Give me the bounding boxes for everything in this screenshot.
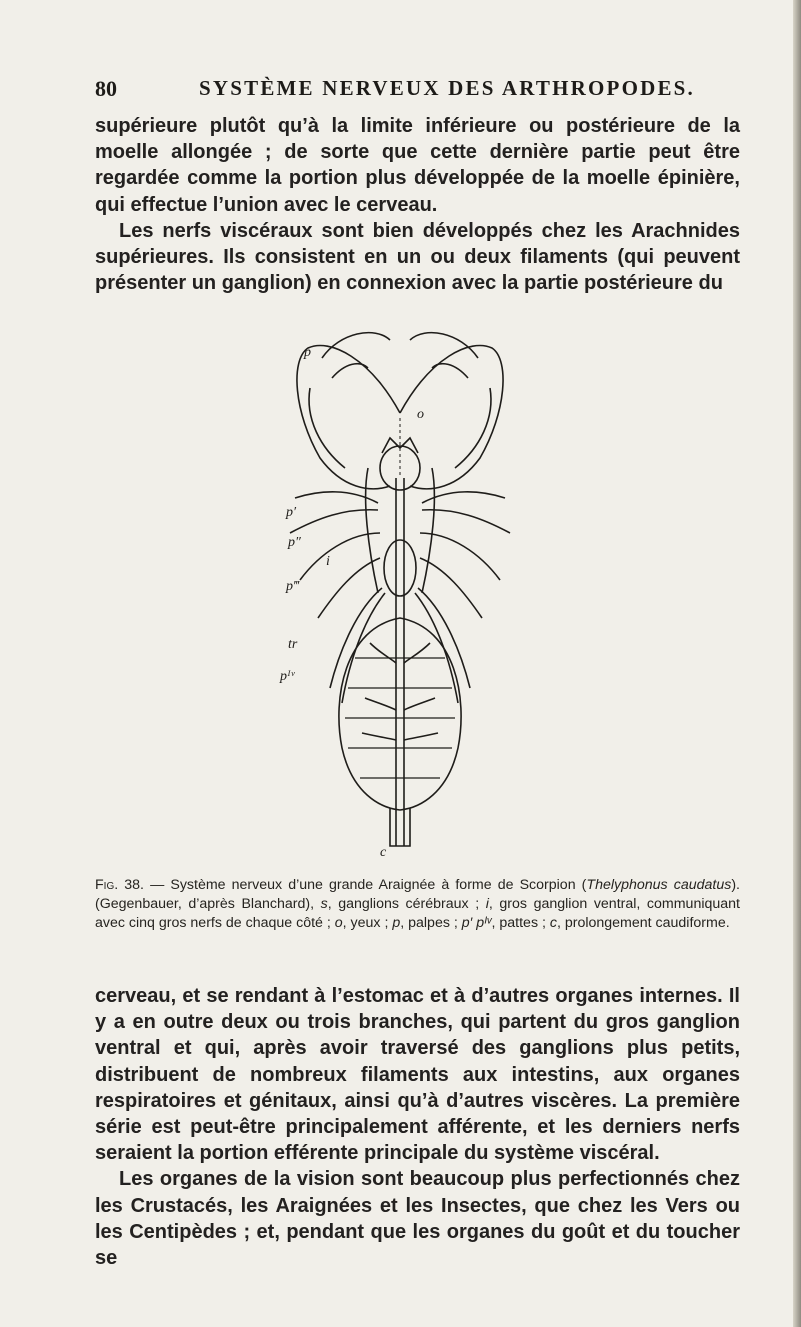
label-c: c [380, 845, 387, 860]
caption-key: p [392, 915, 401, 931]
paragraph: Les nerfs viscéraux sont bien développés chez les Arachnides supérieures. Ils consistent en un ou deux filaments (qui peuvent présenter un ganglion) en connexion avec la partie postérieure du [95, 219, 740, 295]
label-p: p [304, 345, 311, 360]
paragraph: cerveau, et se rendant à l’estomac et à d’autres organes internes. Il y a en outre deux ou trois branches, qui partent du gros ganglion ventral et qui, après avoir traversé des ganglions plus petits, distribuent de nombreux filaments aux intestins, aux organes respiratoires et génitaux, ainsi qu’à d’autres viscères. La première série est peut-être principalement afférente, et les derniers nerfs seraient la portion efférente principale du système viscéral. [95, 985, 740, 1165]
figure-number: Fig. 38. [95, 877, 144, 893]
caption-text: , prolongement caudiforme. [556, 915, 730, 931]
caption-text: Système nerveux d’une grande Araignée à forme de Scorpion ( [170, 877, 587, 893]
caption-key: i [485, 896, 489, 912]
label-p-second: p″ [288, 535, 301, 550]
label-p-prime: p′ [286, 505, 297, 520]
page-header [95, 76, 755, 106]
running-title: SYSTÈME NERVEUX DES ARTHROPODES. [199, 76, 696, 100]
label-p-iv: pᴵᵛ [280, 669, 295, 684]
caption-key: c [549, 915, 557, 931]
caption-text: , gros ganglion ventral, communiquant avec cinq gros nerfs de chaque côté ; [95, 896, 740, 931]
label-o: o [417, 407, 424, 422]
caption-key: o [334, 915, 343, 931]
caption-text: , pattes ; [491, 915, 550, 931]
caption-key: s [320, 896, 328, 912]
caption-dash: — [143, 877, 171, 893]
paragraph: supérieure plutôt qu’à la limite inférieure ou postérieure de la moelle allongée ; de sorte que cette dernière partie peut être regardée comme la portion plus développée de la moelle épinière, qui effectue l’union avec le cerveau. [95, 115, 740, 216]
label-i: i [326, 554, 330, 569]
label-tr: tr [288, 637, 298, 652]
body-text-top [95, 113, 740, 296]
caption-text: , palpes ; [400, 915, 462, 931]
caption-key: p′ pᴵᵛ [461, 915, 492, 931]
figure-nervous-system-illustration [250, 318, 550, 870]
paragraph: Les organes de la vision sont beaucoup plus perfectionnés chez les Crustacés, les Araignées et les Insectes, que chez les Vers ou les Centipèdes ; et, pendant que les organes du goût et du toucher se [95, 1168, 740, 1270]
body-text-bottom [95, 983, 740, 1271]
figure-caption [95, 876, 740, 933]
page-edge [793, 0, 801, 1327]
caption-species: Thelyphonus caudatus [586, 877, 732, 893]
label-p-third: p‴ [286, 579, 299, 594]
caption-text: ). (Gegenbauer, d’après Blanchard), [95, 877, 740, 912]
caption-text: , yeux ; [342, 915, 393, 931]
page-number: 80 [95, 76, 117, 101]
caption-text: , ganglions cérébraux ; [327, 896, 486, 912]
